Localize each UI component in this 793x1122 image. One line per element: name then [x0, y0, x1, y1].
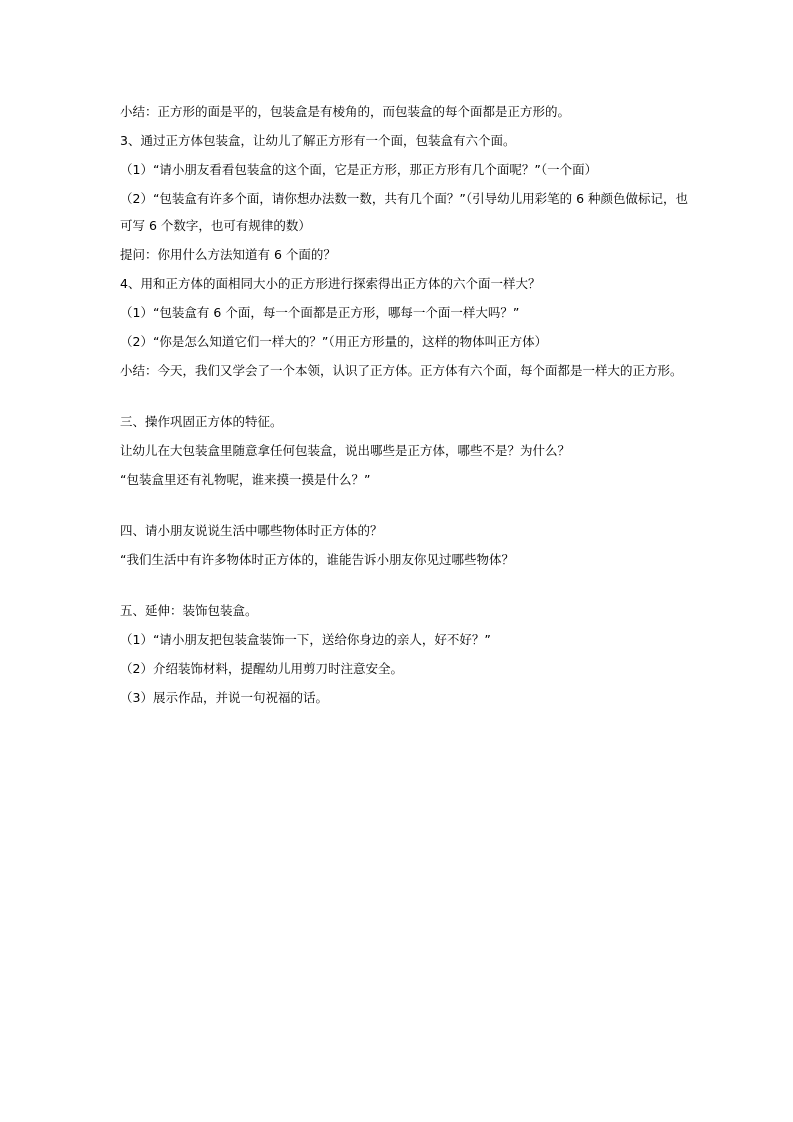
section-5-heading: 五、延伸：装饰包装盒。	[120, 603, 258, 618]
document-body	[120, 101, 689, 716]
spacer	[120, 389, 680, 411]
summary-line-1: 小结：正方形的面是平的，包装盒是有棱角的，而包装盒的每个面都是正方形的。	[120, 104, 571, 119]
step-3-heading: 3、通过正方体包装盒，让幼儿了解正方形有一个面，包装盒有六个面。	[120, 133, 516, 148]
step-3-item-2-continued: 可写 6 个数字，也可有规律的数）	[120, 218, 311, 233]
section-5-item-3: （3）展示作品，并说一句祝福的话。	[120, 690, 328, 705]
step-3-item-2: （2）“包装盒有许多个面，请你想办法数一数，共有几个面？”（引导幼儿用彩笔的 6 种颜色做标记，也	[120, 191, 689, 206]
step-4-item-1: （1）“包装盒有 6 个面，每一个面都是正方形，哪每一个面一样大吗？”	[120, 305, 520, 320]
spacer	[120, 578, 680, 600]
section-4-text: “我们生活中有许多物体时正方体的，谁能告诉小朋友你见过哪些物体？	[120, 552, 514, 567]
section-3-text-2: “包装盒里还有礼物呢，谁来摸一摸是什么？”	[120, 472, 371, 487]
step-4-heading: 4、用和正方体的面相同大小的正方形进行探索得出正方体的六个面一样大？	[120, 276, 541, 291]
spacer	[120, 498, 680, 520]
step-4-item-2: （2）“你是怎么知道它们一样大的？”（用正方形量的，这样的物体叫正方体）	[120, 334, 548, 349]
section-5-item-1: （1）“请小朋友把包装盒装饰一下，送给你身边的亲人，好不好？”	[120, 632, 491, 647]
summary-line-2: 小结：今天，我们又学会了一个本领，认识了正方体。正方体有六个面，每个面都是一样大的正方形。	[120, 363, 683, 378]
section-5-item-2: （2）介绍装饰材料，提醒幼儿用剪刀时注意安全。	[120, 661, 403, 676]
section-3-heading: 三、操作巩固正方体的特征。	[120, 414, 283, 429]
section-4-heading: 四、请小朋友说说生活中哪些物体时正方体的？	[120, 523, 383, 538]
step-3-item-1: （1）“请小朋友看看包装盒的这个面，它是正方形，那正方形有几个面呢？”（一个面）	[120, 162, 598, 177]
question-line: 提问：你用什么方法知道有 6 个面的？	[120, 247, 336, 262]
section-3-text-1: 让幼儿在大包装盒里随意拿任何包装盒，说出哪些是正方体，哪些不是？为什么？	[120, 443, 571, 458]
